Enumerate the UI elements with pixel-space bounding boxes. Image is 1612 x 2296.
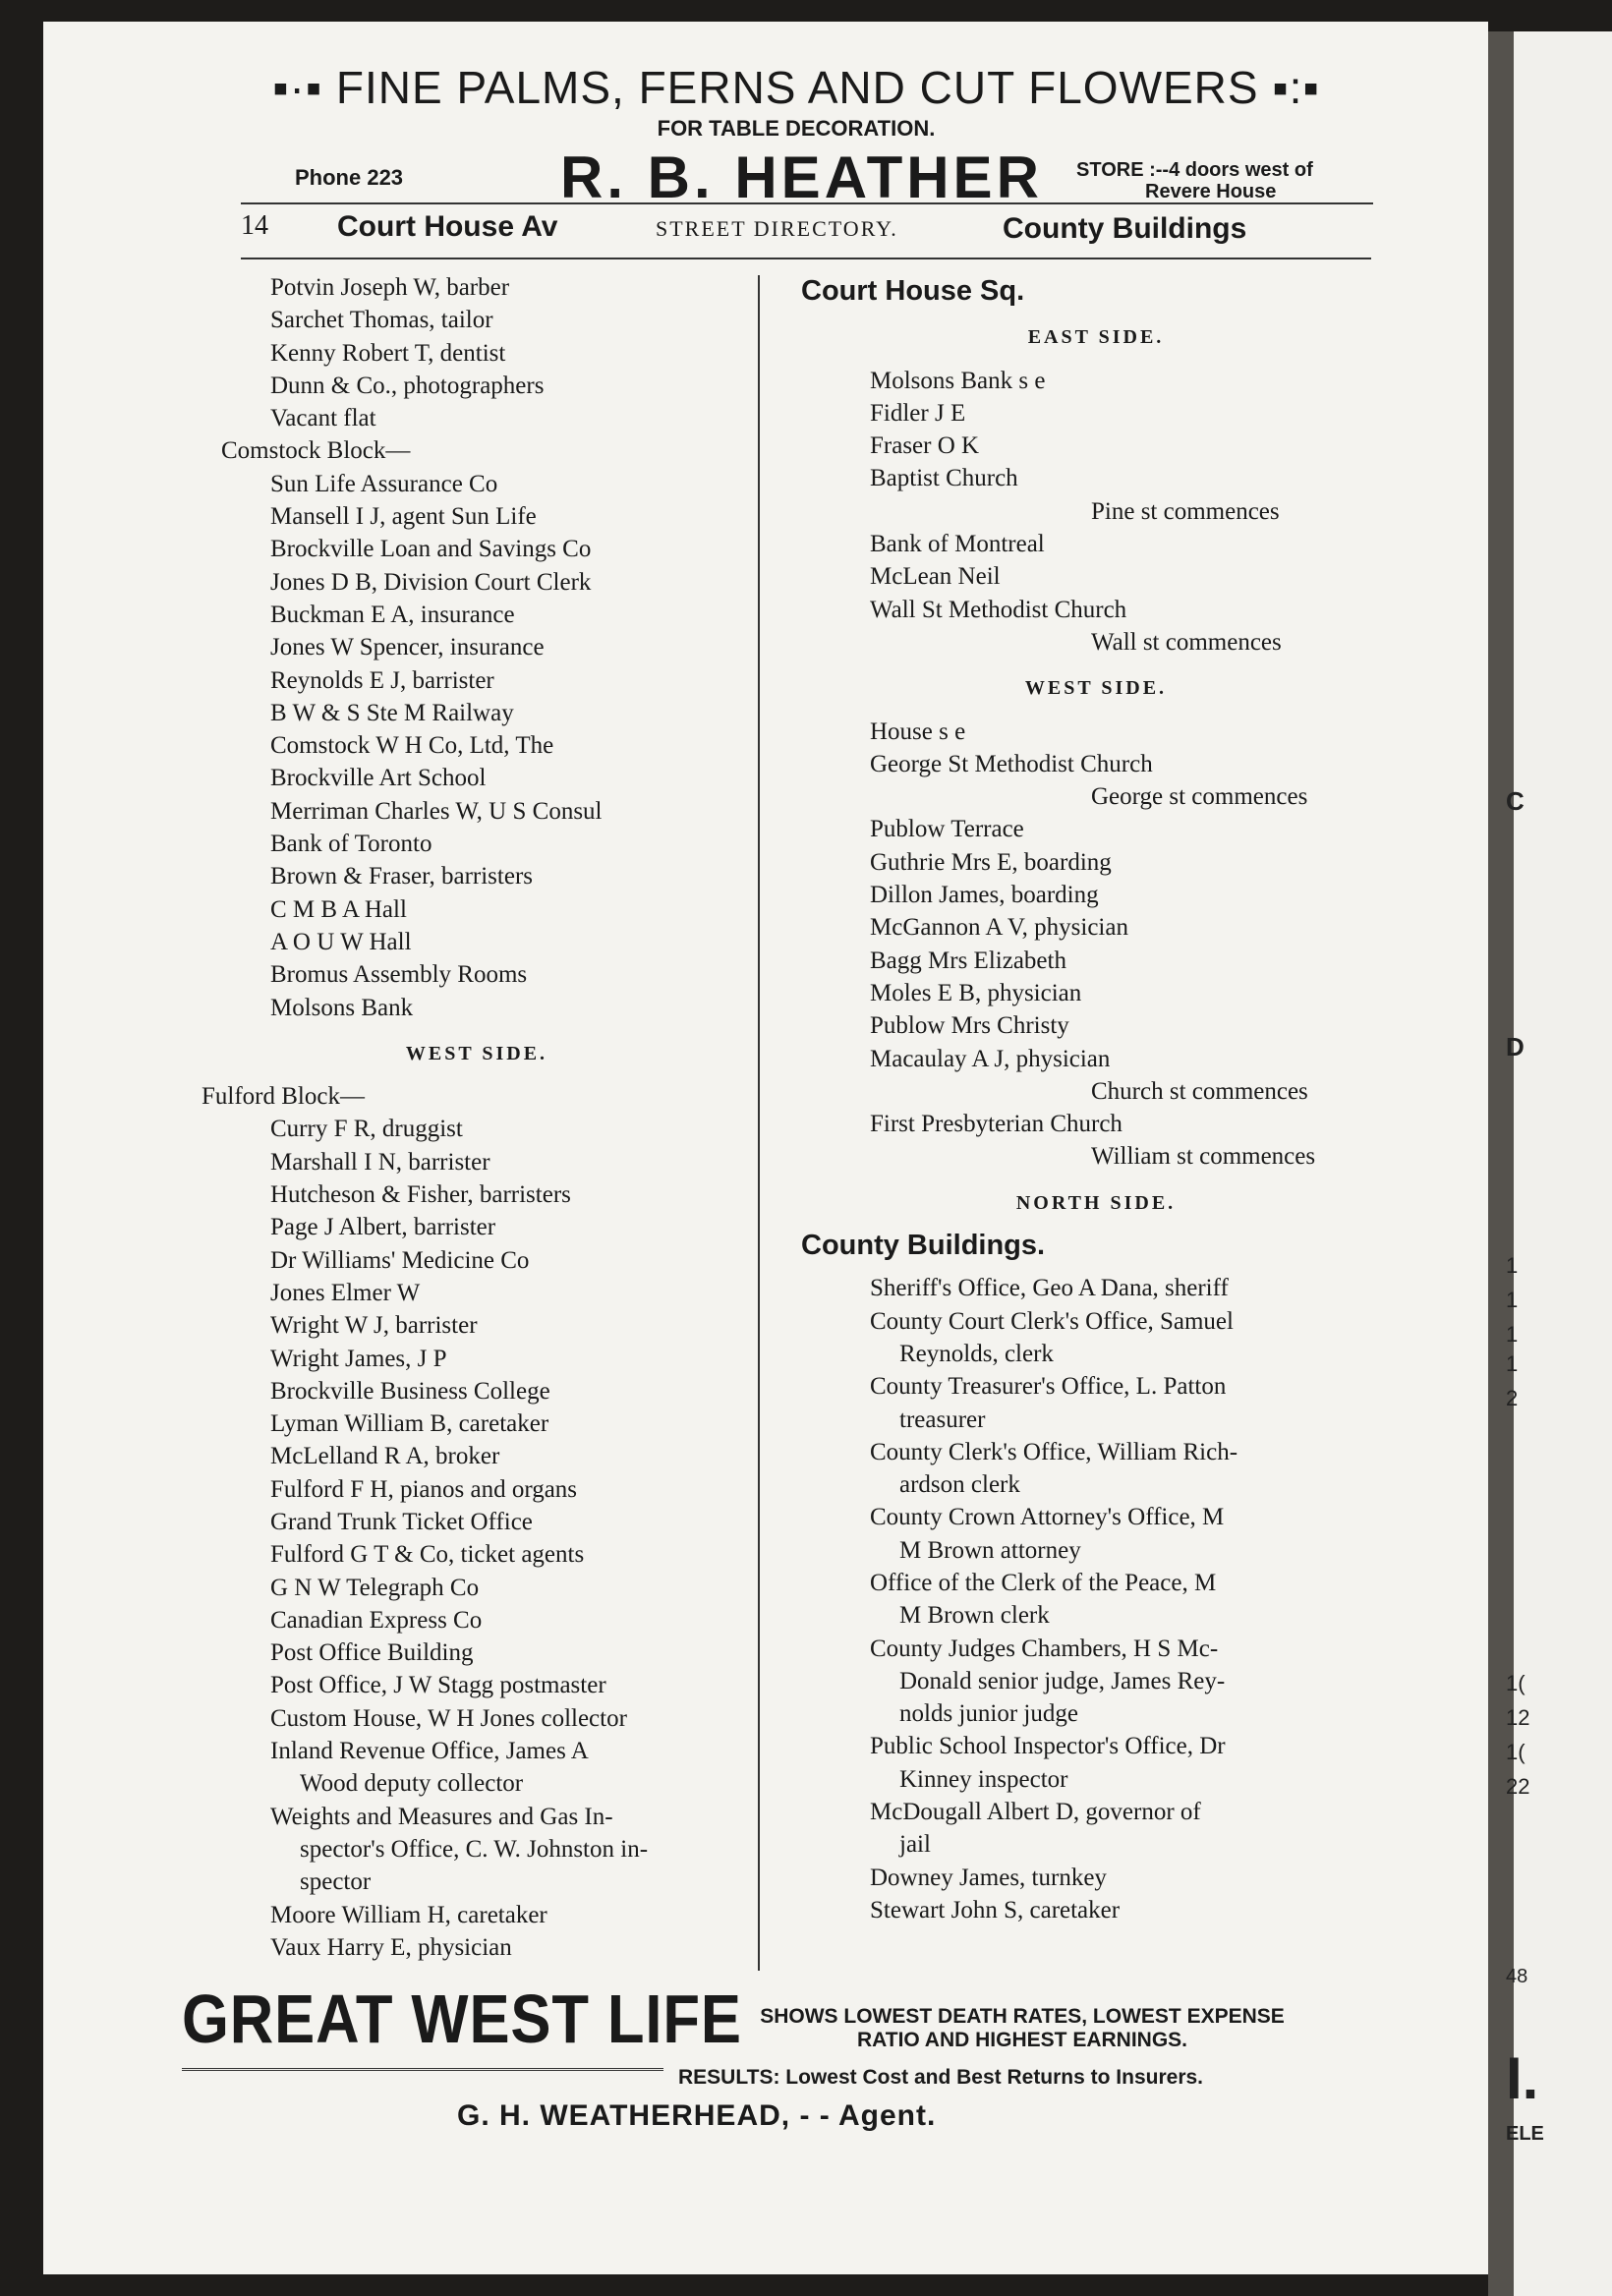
directory-entry: Dunn & Co., photographers (270, 372, 545, 399)
directory-entry: Lyman William B, caretaker (270, 1410, 549, 1438)
block-heading: Fulford Block— (202, 1083, 365, 1111)
directory-entry: McLelland R A, broker (270, 1443, 500, 1470)
directory-entry: G N W Telegraph Co (270, 1574, 480, 1601)
directory-entry: Fidler J E (870, 399, 966, 427)
directory-entry: Office of the Clerk of the Peace, M (870, 1569, 1217, 1596)
next-page-fragment: C (1506, 786, 1525, 816)
ad-business-name: R. B. HEATHER (560, 144, 1043, 210)
directory-entry: Fraser O K (870, 432, 980, 460)
ad-headline: ▪·▪ FINE PALMS, FERNS AND CUT FLOWERS ▪:▪ (272, 62, 1320, 113)
directory-entry: Stewart John S, caretaker (870, 1896, 1121, 1923)
next-page-fragment: D (1506, 1032, 1525, 1062)
directory-entry: County Crown Attorney's Office, M (870, 1504, 1225, 1531)
directory-entry: Hutcheson & Fisher, barristers (270, 1181, 571, 1209)
directory-entry: Marshall I N, barrister (270, 1148, 490, 1176)
directory-entry: Vaux Harry E, physician (270, 1933, 512, 1961)
bottom-advertisement (182, 1976, 1391, 2133)
directory-entry: Bank of Montreal (870, 531, 1045, 558)
ad-brand-rule (182, 2068, 663, 2071)
next-page-fragment: 1 (1506, 1351, 1519, 1376)
header-title: STREET DIRECTORY. (656, 216, 898, 241)
block-heading: Comstock Block— (221, 437, 411, 465)
column-divider (758, 275, 760, 1971)
next-page-fragment: ELE (1506, 2123, 1544, 2145)
directory-entry: McGannon A V, physician (870, 914, 1128, 942)
directory-entry: McLean Neil (870, 563, 1001, 591)
ad-subline: FOR TABLE DECORATION. (657, 116, 936, 141)
directory-entry: Jones D B, Division Court Clerk (270, 568, 592, 596)
directory-entry: Sarchet Thomas, tailor (270, 307, 493, 334)
directory-entry: Jones W Spencer, insurance (270, 634, 545, 661)
section-heading: Court House Sq. (801, 275, 1025, 307)
directory-entry-continuation: Kinney inspector (899, 1765, 1068, 1793)
header-rule-top (241, 202, 1373, 204)
directory-entry-continuation: M Brown clerk (899, 1602, 1050, 1630)
directory-entry: Kenny Robert T, dentist (270, 339, 506, 367)
directory-entry: Downey James, turnkey (870, 1864, 1107, 1891)
directory-entry: A O U W Hall (270, 928, 412, 955)
directory-entry: County Treasurer's Office, L. Patton (870, 1373, 1227, 1401)
directory-entry-continuation: spector (300, 1868, 372, 1896)
directory-entry: Weights and Measures and Gas In- (270, 1803, 613, 1830)
ad-claims-line-2: RATIO AND HIGHEST EARNINGS. (856, 2029, 1187, 2051)
directory-entry: Public School Inspector's Office, Dr (870, 1733, 1226, 1760)
directory-entry: Reynolds E J, barrister (270, 666, 494, 694)
directory-entry: B W & S Ste M Railway (270, 699, 514, 726)
right-column (801, 271, 1391, 1926)
directory-entry: Dr Williams' Medicine Co (270, 1246, 530, 1274)
next-page-edge (1488, 31, 1612, 2296)
directory-entry: Moore William H, caretaker (270, 1901, 547, 1928)
directory-entry: Canadian Express Co (270, 1606, 483, 1634)
directory-entry: Vacant flat (270, 405, 376, 432)
directory-entry: Post Office, J W Stagg postmaster (270, 1672, 606, 1699)
header-rule-bottom (241, 258, 1371, 259)
directory-entry: Wright James, J P (270, 1345, 447, 1372)
directory-entry: Brockville Loan and Savings Co (270, 536, 592, 563)
directory-entry: Custom House, W H Jones collector (270, 1704, 627, 1732)
directory-entry: Publow Terrace (870, 816, 1024, 843)
directory-entry: Comstock W H Co, Ltd, The (270, 732, 554, 760)
directory-entry: George St Methodist Church (870, 750, 1153, 777)
directory-entry: Fulford G T & Co, ticket agents (270, 1541, 585, 1569)
ad-store-location (1076, 159, 1313, 202)
directory-entry: House s e (870, 718, 966, 745)
directory-entry: Curry F R, druggist (270, 1116, 463, 1143)
next-page-fragment: 1 (1506, 1322, 1519, 1347)
directory-entry: McDougall Albert D, governor of (870, 1799, 1201, 1826)
directory-entry: Post Office Building (270, 1639, 474, 1667)
left-column (202, 271, 752, 1964)
directory-entry: Grand Trunk Ticket Office (270, 1508, 533, 1535)
directory-entry: Bromus Assembly Rooms (270, 961, 528, 989)
directory-entry: Moles E B, physician (870, 979, 1082, 1006)
directory-entry: Jones Elmer W (270, 1279, 421, 1306)
directory-entry: Publow Mrs Christy (870, 1012, 1069, 1040)
directory-entry-continuation: Wood deputy collector (300, 1770, 524, 1798)
page-number: 14 (241, 210, 268, 241)
header-right-street: County Buildings (1003, 212, 1247, 245)
directory-entry: Macaulay A J, physician (870, 1045, 1111, 1072)
directory-entry: County Court Clerk's Office, Samuel (870, 1307, 1234, 1335)
next-page-fragment: 48 (1506, 1966, 1528, 1987)
directory-entry: First Presbyterian Church (870, 1111, 1123, 1138)
street-commences-note: Pine st commences (1091, 497, 1280, 525)
directory-entry-continuation: jail (899, 1831, 931, 1859)
side-heading: NORTH SIDE. (1015, 1191, 1177, 1214)
ad-store-line-2: Revere House (1145, 181, 1277, 202)
directory-entry: County Clerk's Office, William Rich- (870, 1438, 1238, 1465)
top-advertisement (197, 61, 1396, 220)
directory-entry: Inland Revenue Office, James A (270, 1738, 589, 1765)
street-commences-note: Wall st commences (1091, 628, 1282, 656)
directory-entry: Sun Life Assurance Co (270, 470, 498, 497)
directory-entry: County Judges Chambers, H S Mc- (870, 1635, 1219, 1662)
directory-entry: Bagg Mrs Elizabeth (870, 947, 1066, 974)
directory-entry: Wright W J, barrister (270, 1312, 478, 1340)
directory-entry-continuation: spector's Office, C. W. Johnston in- (300, 1835, 649, 1863)
section-heading: County Buildings. (801, 1230, 1046, 1262)
next-page-fragment: 2 (1506, 1386, 1519, 1410)
ad-claims-line-1: SHOWS LOWEST DEATH RATES, LOWEST EXPENSE (760, 2005, 1285, 2028)
next-page-fragment: 1 (1506, 1253, 1519, 1278)
directory-entry: Potvin Joseph W, barber (270, 274, 510, 301)
directory-entry-continuation: ardson clerk (899, 1471, 1020, 1499)
ad-claims (678, 2005, 1366, 2052)
directory-entry: Brown & Fraser, barristers (270, 863, 533, 890)
book-gutter (1488, 31, 1514, 2296)
directory-entry-continuation: Reynolds, clerk (899, 1340, 1054, 1367)
directory-entry: Page J Albert, barrister (270, 1214, 496, 1241)
directory-entry: Sheriff's Office, Geo A Dana, sheriff (870, 1275, 1229, 1302)
directory-entry: Bank of Toronto (270, 831, 432, 858)
directory-entry: Guthrie Mrs E, boarding (870, 848, 1112, 876)
side-heading: EAST SIDE. (1027, 326, 1165, 349)
directory-entry: Buckman E A, insurance (270, 601, 515, 628)
next-page-fragment: I. (1506, 2045, 1539, 2111)
street-commences-note: George st commences (1091, 783, 1308, 811)
ad-agent: G. H. WEATHERHEAD, - - Agent. (457, 2099, 937, 2132)
directory-entry: Baptist Church (870, 465, 1018, 492)
ad-store-line-1: STORE :--4 doors west of (1076, 159, 1313, 181)
directory-entry: Molsons Bank (270, 994, 414, 1021)
header-left-street: Court House Av (337, 210, 558, 243)
next-page-fragment: 1( (1506, 1671, 1526, 1695)
street-commences-note: Church st commences (1091, 1077, 1308, 1105)
directory-entry: C M B A Hall (270, 895, 407, 923)
next-page-fragment: 12 (1506, 1705, 1530, 1730)
directory-entry: Mansell I J, agent Sun Life (270, 503, 537, 531)
directory-entry: Molsons Bank s e (870, 367, 1046, 394)
side-heading: WEST SIDE. (405, 1042, 548, 1064)
street-commences-note: William st commences (1091, 1143, 1316, 1171)
directory-entry: Merriman Charles W, U S Consul (270, 797, 603, 825)
directory-entry-continuation: nolds junior judge (899, 1700, 1078, 1728)
next-page-fragment: 1( (1506, 1740, 1526, 1764)
running-header (241, 210, 1381, 258)
directory-entry: Wall St Methodist Church (870, 596, 1127, 623)
directory-entry-continuation: Donald senior judge, James Rey- (899, 1667, 1226, 1694)
directory-entry-continuation: treasurer (899, 1406, 986, 1433)
directory-entry: Brockville Business College (270, 1377, 550, 1405)
next-page-fragment: 1 (1506, 1288, 1519, 1312)
ad-results: RESULTS: Lowest Cost and Best Returns to Insurers. (678, 2066, 1204, 2089)
ad-phone: Phone 223 (295, 165, 404, 190)
directory-entry: Brockville Art School (270, 765, 487, 792)
next-page-fragment: 22 (1506, 1774, 1530, 1799)
ad-name-row (197, 144, 1396, 220)
directory-entry: Fulford F H, pianos and organs (270, 1475, 578, 1503)
directory-entry-continuation: M Brown attorney (899, 1536, 1081, 1564)
directory-entry: Dillon James, boarding (870, 882, 1099, 909)
side-heading: WEST SIDE. (1024, 677, 1168, 700)
ad-brand: GREAT WEST LIFE (182, 1980, 742, 2057)
